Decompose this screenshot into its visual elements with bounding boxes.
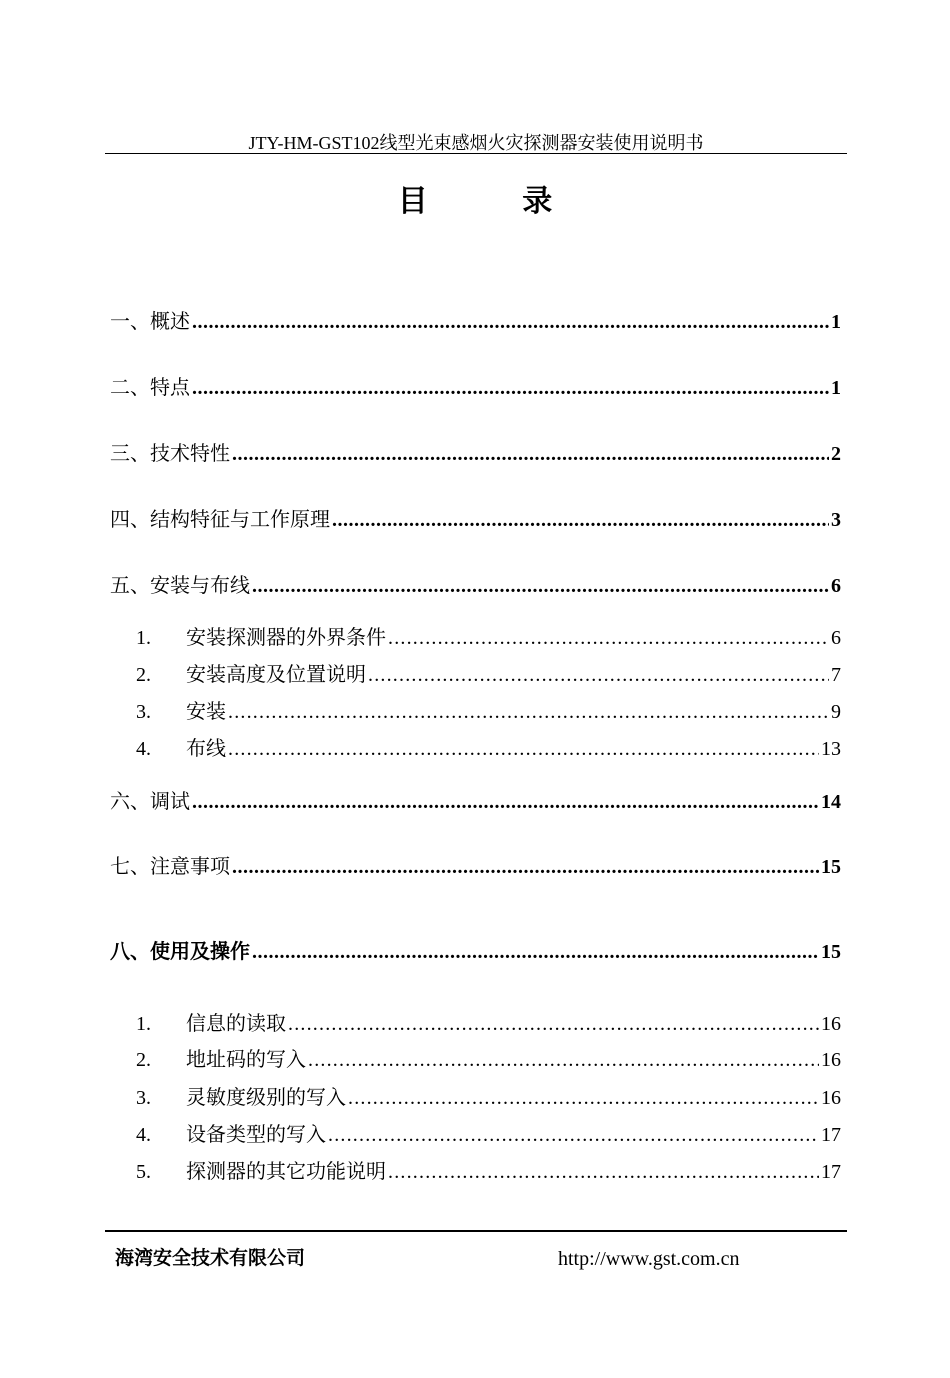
- toc-entry-page: 2: [831, 443, 841, 465]
- toc-leader-dots: [348, 1087, 819, 1110]
- toc-subentry-page: 7: [831, 664, 841, 686]
- toc-subentry-page: 9: [831, 701, 841, 723]
- toc-subentry-label: 探测器的其它功能说明: [186, 1159, 386, 1183]
- toc-subentry-page: 16: [821, 1049, 841, 1071]
- toc-heading: 目 录: [397, 184, 595, 219]
- page-header-title: JTY-HM-GST102线型光束感烟火灾探测器安装使用说明书: [248, 133, 704, 153]
- toc-leader-dots: [328, 1124, 819, 1147]
- toc-subentry-label: 设备类型的写入: [186, 1122, 326, 1146]
- toc-leader-dots: [192, 791, 819, 814]
- toc-leader-dots: [228, 701, 829, 724]
- toc-entry-page: 15: [821, 856, 841, 878]
- toc-subentry-page: 13: [821, 738, 841, 760]
- toc-subentry-number: 1.: [136, 1013, 151, 1035]
- toc-entry-label: 八、使用及操作: [110, 939, 250, 963]
- toc-leader-dots: [388, 1161, 819, 1184]
- toc-subentry[interactable]: [136, 621, 841, 650]
- toc-entry[interactable]: [110, 371, 841, 400]
- header-divider: [105, 153, 847, 154]
- toc-leader-dots: [232, 443, 829, 466]
- footer-website-link[interactable]: http://www.gst.com.cn: [558, 1248, 740, 1270]
- toc-entry-label: 二、特点: [110, 375, 190, 399]
- toc-entry-page: 6: [831, 575, 841, 597]
- toc-leader-dots: [192, 311, 829, 334]
- footer-divider: [105, 1230, 847, 1232]
- toc-entry-label: 四、结构特征与工作原理: [110, 507, 330, 531]
- toc-leader-dots: [368, 664, 829, 687]
- toc-subentry-number: 2.: [136, 1049, 151, 1071]
- toc-leader-dots: [308, 1049, 819, 1072]
- toc-leader-dots: [252, 941, 819, 964]
- toc-entry-label: 五、安装与布线: [110, 573, 250, 597]
- toc-leader-dots: [288, 1013, 819, 1036]
- toc-leader-dots: [332, 509, 829, 532]
- toc-entry-page: 15: [821, 941, 841, 963]
- toc-subentry-label: 地址码的写入: [186, 1047, 306, 1071]
- toc-subentry-number: 5.: [136, 1161, 151, 1183]
- toc-subentry[interactable]: [136, 732, 841, 761]
- toc-subentry-number: 2.: [136, 664, 151, 686]
- footer-company-name: 海湾安全技术有限公司: [115, 1247, 306, 1269]
- toc-subentry-number: 4.: [136, 1124, 151, 1146]
- toc-entry-page: 1: [831, 311, 841, 333]
- toc-subentry-page: 17: [821, 1161, 841, 1183]
- toc-entry[interactable]: [110, 785, 841, 814]
- toc-subentry[interactable]: [136, 1155, 841, 1184]
- toc-subentry[interactable]: [136, 1043, 841, 1072]
- toc-subentry-label: 安装高度及位置说明: [186, 662, 366, 686]
- toc-entry[interactable]: [110, 569, 841, 598]
- toc-entry-label: 七、注意事项: [110, 854, 230, 878]
- toc-subentry-number: 1.: [136, 627, 151, 649]
- toc-leader-dots: [232, 856, 819, 879]
- toc-entry-label: 一、概述: [110, 309, 190, 333]
- toc-subentry[interactable]: [136, 1118, 841, 1147]
- toc-subentry-number: 3.: [136, 1087, 151, 1109]
- toc-leader-dots: [192, 377, 829, 400]
- toc-subentry-page: 6: [831, 627, 841, 649]
- toc-subentry-page: 17: [821, 1124, 841, 1146]
- toc-subentry-label: 灵敏度级别的写入: [186, 1085, 346, 1109]
- toc-subentry-page: 16: [821, 1013, 841, 1035]
- toc-entry[interactable]: [110, 935, 841, 964]
- toc-entry-page: 3: [831, 509, 841, 531]
- toc-subentry-label: 安装: [186, 699, 226, 723]
- toc-entry-page: 1: [831, 377, 841, 399]
- toc-leader-dots: [228, 738, 819, 761]
- toc-subentry[interactable]: [136, 658, 841, 687]
- toc-subentry[interactable]: [136, 695, 841, 724]
- toc-entry-page: 14: [821, 791, 841, 813]
- toc-entry[interactable]: [110, 437, 841, 466]
- toc-entry[interactable]: [110, 503, 841, 532]
- toc-subentry-label: 安装探测器的外界条件: [186, 625, 386, 649]
- toc-entry-label: 六、调试: [110, 789, 190, 813]
- toc-subentry-label: 信息的读取: [186, 1011, 286, 1035]
- toc-entry-label: 三、技术特性: [110, 441, 230, 465]
- toc-leader-dots: [388, 627, 829, 650]
- toc-subentry-page: 16: [821, 1087, 841, 1109]
- toc-subentry-number: 4.: [136, 738, 151, 760]
- toc-subentry[interactable]: [136, 1007, 841, 1036]
- toc-entry[interactable]: [110, 305, 841, 334]
- toc-entry[interactable]: [110, 850, 841, 879]
- toc-subentry[interactable]: [136, 1081, 841, 1110]
- toc-leader-dots: [252, 575, 829, 598]
- toc-subentry-label: 布线: [186, 736, 226, 760]
- toc-subentry-number: 3.: [136, 701, 151, 723]
